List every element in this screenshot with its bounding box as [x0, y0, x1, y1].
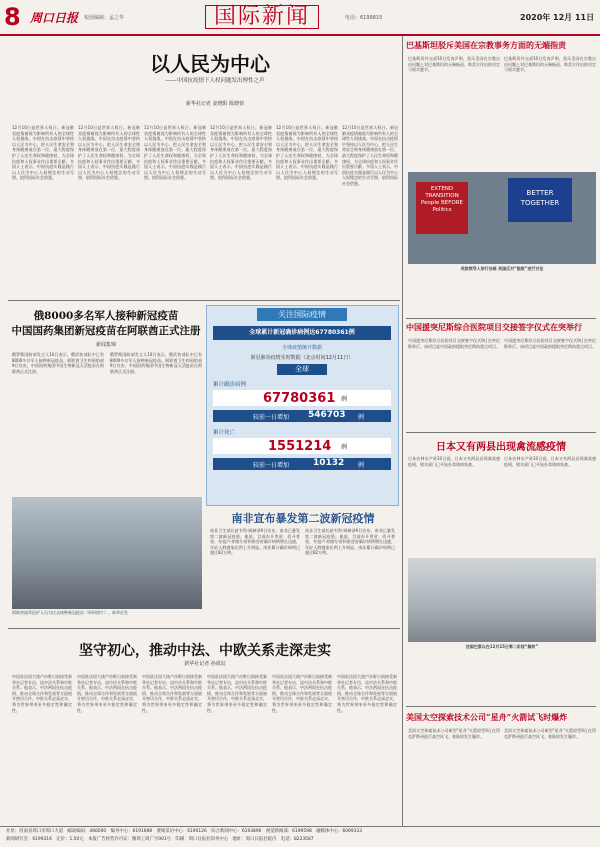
pakistan-body-col1: 巴基斯坦外交部10日发表声明，驳斥美国在宗教自由问题上对巴基斯坦的无端指责，称美方作出的决定与现实脱节。 — [408, 56, 500, 73]
tunisia-body-col1: 中国援突尼斯综合医院项目交接签字仪式9日在突尼斯举行。该项目是中国政府援助突尼斯的重点项目。 — [408, 338, 500, 349]
covid-time-label: 新冠肺炎疫情实时数据（北京时间12月11日） — [250, 355, 354, 361]
pakistan-headline: 巴基斯坦驳斥美国在宗教事务方面的无端指责 — [406, 40, 566, 50]
bottom-byline: 新华社记者 孙成辰 — [184, 661, 226, 667]
main-body-col4: 12月10日是世界人权日。新冠肺炎疫情被视为影响所有人的全球性人权挑战。中国在抗击疫情中坚持以人民为中心，把人民生命安全和身体健康放在第一位，最大程度保护了人民生命权和健康权，为全球抗疫和人权事业作出重要贡献。多国人士表示，中国抗疫实践是践行以人民为中心人权理念的生动写照，值得国际社会借鉴。 — [210, 125, 272, 181]
confirmed-label: 累计确诊病例 — [213, 382, 247, 388]
confirmed-unit: 例 — [341, 396, 348, 403]
spacex-headline: 美国太空探索技术公司“星舟”火箭试飞时爆炸 — [406, 712, 568, 722]
tunisia-headline: 中国援突尼斯综合医院项目交接签字仪式在突举行 — [406, 322, 582, 332]
death-count: 1551214 — [268, 439, 332, 454]
footer-line-1: 社址：河南省周口市周口大道 邮政编码：466000 编务中心：6191698 要闻采访中心：6190126 综合新闻中心：6193890 视觉新闻部：6199598 融媒体中心：6069333 — [6, 829, 363, 834]
increase-count: 546703 — [308, 410, 346, 420]
left-byline: 新闻集锦 — [95, 342, 116, 348]
footer-line-2: 新闻研究室：6199316 定价：1.50元 本报广告经营许可证：豫周工商广字001号 印刷：周口日报社印务中心 地址：周口日报社院内 电话：8223587 — [6, 837, 314, 842]
editor-info: 校园编辑：孟之华 — [84, 15, 125, 21]
bottom-body-col1: 中国驻法国大使卢沙野日前接受新华社记者专访，谈中法关系和中欧关系。他表示，中法两国在抗击疫情、推动全球合作和发展等方面展开密切合作，中欧关系走深走实，将为世界带来更多稳定性和确定性。 — [12, 674, 72, 713]
main-headline: 以人民为中心 — [150, 52, 270, 76]
main-body-col3: 12月10日是世界人权日。新冠肺炎疫情被视为影响所有人的全球性人权挑战。中国在抗击疫情中坚持以人民为中心，把人民生命安全和身体健康放在第一位，最大程度保护了人民生命权和健康权，为全球抗疫和人权事业作出重要贡献。多国人士表示，中国抗疫实践是践行以人民为中心人权理念的生动写照，值得国际社会借鉴。 — [144, 125, 206, 181]
divider — [8, 628, 400, 629]
paris-photo — [408, 558, 596, 642]
increase-bar — [213, 410, 391, 422]
nanfei-body-col2: 南非卫生部长兹韦利·姆赫泽9日宣布，南非已暴发第二波新冠疫情。他说，目前东开普省、西开普省、夸祖卢-纳塔尔省和豪登省确诊病例增长迅速，年轻人群感染比例上升明显。南非累计确诊病例已超过82万例。 — [305, 528, 395, 556]
death-increase-count: 10132 — [313, 458, 345, 468]
photo-caption: 阿联酋迪拜医护人员为民众接种新冠疫苗（资料照片）。新华社发 — [12, 610, 128, 615]
covid-headline: 全球累计新冠确诊病例达67780361例 — [213, 326, 391, 340]
brexit-photo — [408, 172, 596, 264]
covid-region: 全球 — [277, 364, 327, 375]
confirmed-count: 67780361 — [263, 391, 336, 406]
page-number: 8 — [4, 3, 21, 31]
nanfei-headline: 南非宣布暴发第二波新冠疫情 — [231, 512, 375, 525]
main-subtitle: ——中国抗疫情下人权问题发出理性之声 — [165, 78, 265, 84]
japan-headline: 日本又有两县出现禽流感疫情 — [436, 442, 566, 453]
nanfei-body-col1: 南非卫生部长兹韦利·姆赫泽9日宣布，南非已暴发第二波新冠疫情。他说，目前东开普省、西开普省、夸祖卢-纳塔尔省和豪登省确诊病例增长迅速，年轻人群感染比例上升明显。南非累计确诊病例已超过82万例。 — [210, 528, 300, 556]
main-byline: 新华社记者 姜晓阳 陈晓快 — [185, 101, 245, 107]
vaccination-photo — [12, 497, 202, 609]
protest-sign-1: EXTEND TRANSITION People BEFORE Politics — [416, 182, 468, 234]
main-body-col2: 12月10日是世界人权日。新冠肺炎疫情被视为影响所有人的全球性人权挑战。中国在抗击疫情中坚持以人民为中心，把人民生命安全和身体健康放在第一位，最大程度保护了人民生命权和健康权，为全球抗疫和人权事业作出重要贡献。多国人士表示，中国抗疫实践是践行以人民为中心人权理念的生动写照，值得国际社会借鉴。 — [78, 125, 140, 181]
left-body-col2: 俄罗斯国防部发言人10日表示，俄武装部队中已有8000多名军人接种新冠疫苗。阿联酋卫生和预防部9日宣布，中国国药集团中国生物新冠灭活疫苗在阿联酋正式注册。 — [110, 352, 202, 374]
brexit-caption: 英欧领导人举行会晤 英国反对“脱欧”进行讨论 — [460, 266, 544, 271]
left-headline-2: 中国国药集团新冠疫苗在阿联酋正式注册 — [11, 325, 201, 337]
divider — [406, 318, 596, 319]
japan-body-col2: 日本农林水产省10日说，日本又有两县出现禽流感疫情，相关部门已开始扑杀染病家禽。 — [504, 456, 596, 467]
publication-date: 2020年 12月 11日 — [520, 13, 595, 22]
bottom-headline: 坚守初心，推动中法、中欧关系走深走实 — [79, 643, 331, 659]
death-label: 累计死亡 — [213, 430, 236, 436]
covid-banner: 关注国际疫情 — [257, 308, 347, 321]
bottom-body-col6: 中国驻法国大使卢沙野日前接受新华社记者专访，谈中法关系和中欧关系。他表示，中法两国在抗击疫情、推动全球合作和发展等方面展开密切合作，中欧关系走深走实，将为世界带来更多稳定性和确定性。 — [337, 674, 397, 713]
death-increase-bar — [213, 458, 391, 470]
main-body-col5: 12月10日是世界人权日。新冠肺炎疫情被视为影响所有人的全球性人权挑战。中国在抗击疫情中坚持以人民为中心，把人民生命安全和身体健康放在第一位，最大程度保护了人民生命权和健康权，为全球抗疫和人权事业作出重要贡献。多国人士表示，中国抗疫实践是践行以人民为中心人权理念的生动写照，值得国际社会借鉴。 — [276, 125, 338, 181]
main-body-col1: 12月10日是世界人权日。新冠肺炎疫情被视为影响所有人的全球性人权挑战。中国在抗击疫情中坚持以人民为中心，把人民生命安全和身体健康放在第一位，最大程度保护了人民生命权和健康权，为全球抗疫和人权事业作出重要贡献。多国人士表示，中国抗疫实践是践行以人民为中心人权理念的生动写照，值得国际社会借鉴。 — [12, 125, 74, 181]
death-box — [213, 438, 391, 454]
death-increase-unit: 例 — [358, 462, 365, 469]
column-divider — [402, 36, 403, 826]
covid-statistics-box — [206, 305, 399, 506]
covid-subbar: 全球疫情统计数据 — [281, 345, 322, 351]
bottom-body-col2: 中国驻法国大使卢沙野日前接受新华社记者专访，谈中法关系和中欧关系。他表示，中法两国在抗击疫情、推动全球合作和发展等方面展开密切合作，中欧关系走深走实，将为世界带来更多稳定性和确定性。 — [77, 674, 137, 713]
bottom-body-col3: 中国驻法国大使卢沙野日前接受新华社记者专访，谈中法关系和中欧关系。他表示，中法两国在抗击疫情、推动全球合作和发展等方面展开密切合作，中欧关系走深走实，将为世界带来更多稳定性和确定性。 — [142, 674, 202, 713]
death-increase-label: 较前一日增加 — [253, 462, 290, 469]
divider — [8, 300, 400, 301]
japan-body-col1: 日本农林水产省10日说，日本又有两县出现禽流感疫情，相关部门已开始扑杀染病家禽。 — [408, 456, 500, 467]
tunisia-body-col2: 中国援突尼斯综合医院项目交接签字仪式9日在突尼斯举行。该项目是中国政府援助突尼斯的重点项目。 — [504, 338, 596, 349]
bottom-body-col4: 中国驻法国大使卢沙野日前接受新华社记者专访，谈中法关系和中欧关系。他表示，中法两国在抗击疫情、推动全球合作和发展等方面展开密切合作，中欧关系走深走实，将为世界带来更多稳定性和确定性。 — [207, 674, 267, 713]
spacex-body-col2: 美国太空探索技术公司新型“星舟”火箭原型9日在得克萨斯州进行高空试飞，着陆时发生爆炸。 — [504, 728, 596, 739]
increase-label: 较前一日增加 — [253, 414, 290, 421]
protest-sign-2: BETTER TOGETHER — [508, 178, 572, 222]
death-unit: 例 — [341, 444, 348, 451]
divider — [406, 706, 596, 707]
paris-caption: 法国巴黎以在12月15日第二阶段“解封” — [465, 644, 539, 649]
increase-unit: 例 — [358, 414, 365, 421]
section-title: 国际新闻 — [205, 5, 319, 29]
left-headline-1: 俄8000多名军人接种新冠疫苗 — [33, 310, 179, 322]
main-body-col6: 12月10日是世界人权日。新冠肺炎疫情被视为影响所有人的全球性人权挑战。中国在抗击疫情中坚持以人民为中心，把人民生命安全和身体健康放在第一位，最大程度保护了人民生命权和健康权，为全球抗疫和人权事业作出重要贡献。多国人士表示，中国抗疫实践是践行以人民为中心人权理念的生动写照，值得国际社会借鉴。 — [342, 125, 398, 186]
pakistan-body-col2: 巴基斯坦外交部10日发表声明，驳斥美国在宗教自由问题上对巴基斯坦的无端指责，称美方作出的决定与现实脱节。 — [504, 56, 596, 73]
footer-divider — [0, 826, 600, 827]
left-body-col1: 俄罗斯国防部发言人10日表示，俄武装部队中已有8000多名军人接种新冠疫苗。阿联酋卫生和预防部9日宣布，中国国药集团中国生物新冠灭活疫苗在阿联酋正式注册。 — [12, 352, 104, 374]
divider — [406, 432, 596, 433]
confirmed-box — [213, 390, 391, 406]
phone-info: 电话：6199815 — [345, 15, 383, 21]
spacex-body-col1: 美国太空探索技术公司新型“星舟”火箭原型9日在得克萨斯州进行高空试飞，着陆时发生爆炸。 — [408, 728, 500, 739]
newspaper-logo: 周口日报 — [30, 11, 79, 25]
bottom-body-col5: 中国驻法国大使卢沙野日前接受新华社记者专访，谈中法关系和中欧关系。他表示，中法两国在抗击疫情、推动全球合作和发展等方面展开密切合作，中欧关系走深走实，将为世界带来更多稳定性和确定性。 — [272, 674, 332, 713]
